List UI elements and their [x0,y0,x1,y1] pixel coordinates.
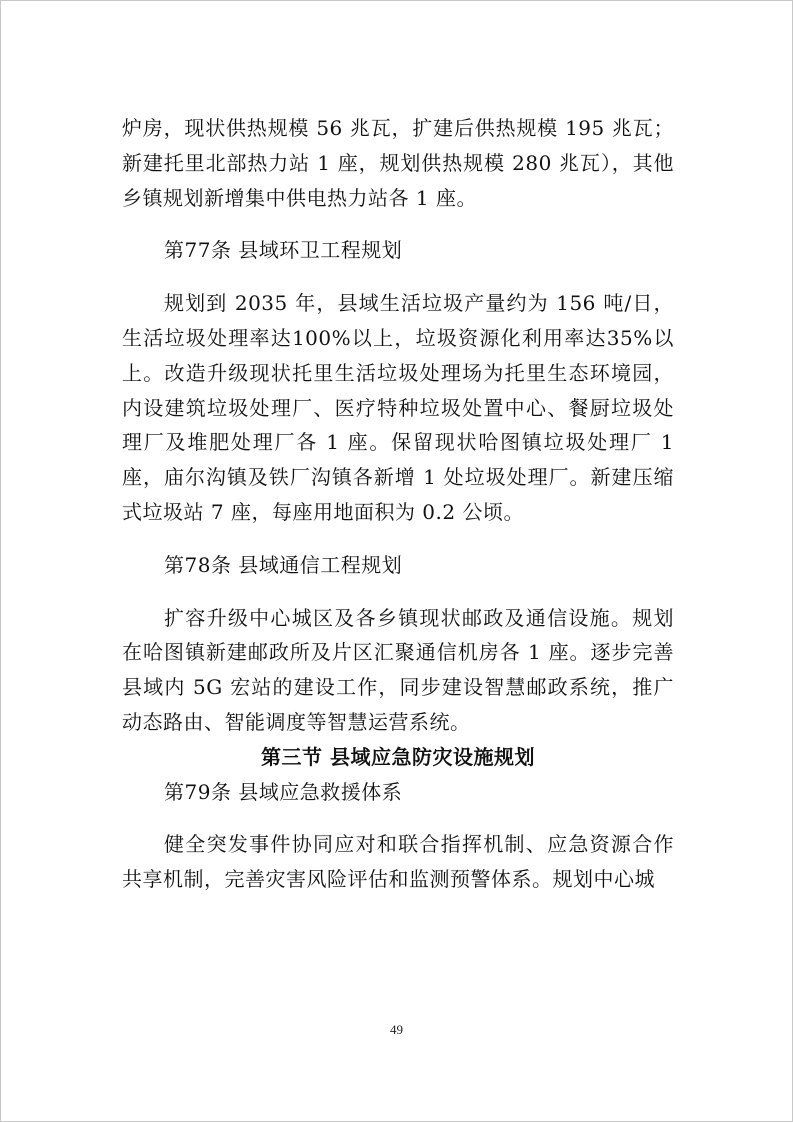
article-79-heading: 第79条 县域应急救援体系 [164,779,403,804]
paragraph-sanitation: 规划到 2035 年，县域生活垃圾产量约为 156 吨/日，生活垃圾处理率达100%以上，垃圾资源化利用率达35%以上。改造升级现状托里生活垃圾处理场为托里生态环境园，内设建筑垃圾处理厂、医疗特种垃圾处置中心、餐厨垃圾处理厂及堆肥处理厂各 1 座。保留现状哈图镇垃圾处理厂 1 座，庙尔沟镇及铁厂沟镇各新增 1 处垃圾处理厂。新建压缩式垃圾站 7 座，每座用地面积为 0.2 公顷。 [122,291,674,524]
paragraph-communication: 扩容升级中心城区及各乡镇现状邮政及通信设施。规划在哈图镇新建邮政所及片区汇聚通信机房各 1 座。逐步完善县域内 5G 宏站的建设工作，同步建设智慧邮政系统，推广动态路由、智能调度等智慧运营系统。 [122,605,674,734]
section-3-title: 第三节 县域应急防灾设施规划 [261,744,535,769]
page-number: 49 [390,1022,403,1037]
article-77-heading: 第77条 县域环卫工程规划 [164,238,403,263]
document-body [122,111,674,897]
paragraph-emergency: 健全突发事件协同应对和联合指挥机制、应急资源合作共享机制，完善灾害风险评估和监测预警体系。规划中心城 [122,832,674,892]
paragraph-heating-continued: 炉房，现状供热规模 56 兆瓦，扩建后供热规模 195 兆瓦；新建托里北部热力站 1 座，规划供热规模 280 兆瓦），其他乡镇规划新增集中供电热力站各 1 座。 [122,116,674,210]
article-78-heading: 第78条 县域通信工程规划 [164,552,403,577]
